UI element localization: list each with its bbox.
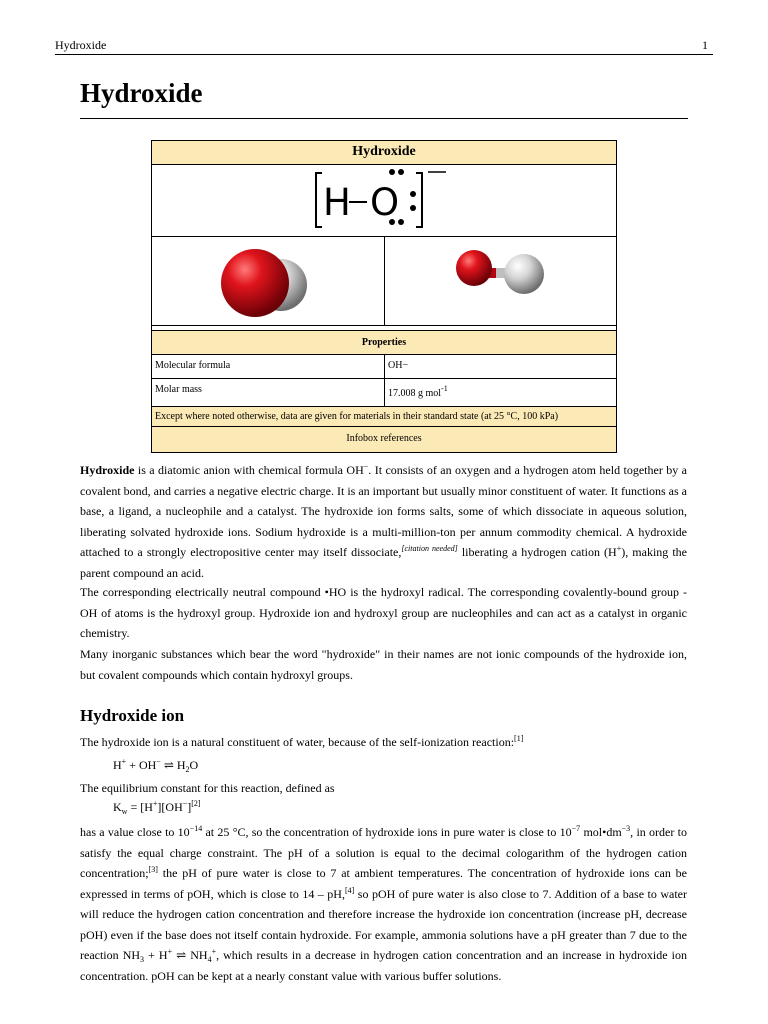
section-heading-hydroxide-ion: Hydroxide ion	[80, 706, 185, 725]
infobox-title: Hydroxide	[152, 141, 616, 165]
infobox	[151, 140, 617, 453]
properties-header: Properties	[152, 331, 616, 355]
space-filling-model	[221, 249, 307, 317]
lewis-o: O	[370, 181, 400, 224]
running-header	[55, 38, 713, 55]
row-value: OH−	[388, 360, 409, 371]
page-title: Hydroxide	[80, 78, 203, 108]
molecule-models	[152, 237, 616, 325]
ref-1[interactable]: [1]	[514, 734, 524, 743]
hydroxyl-paragraph: The corresponding electrically neutral compound •HO is the hydroxyl radical. The corresponding covalently-bound group -OH of atoms is the hydroxyl group. Hydroxide ion and hydroxyl group are nucleophiles and can act as a catalyst in organic chemistry.	[80, 585, 687, 640]
row-label: Molecular formula	[155, 360, 231, 371]
row-label: Molar mass	[155, 384, 202, 395]
intro-paragraph: Hydroxide is a diatomic anion with chemical formula OH−. It consists of an oxygen and a hydrogen atom held together by a covalent bond, and carries a negative electric charge. It is an important but usually minor constituent of water. It functions as a base, a ligand, a nucleophile and a catalyst. The hydroxide ion forms salts, some of which dissociate in aqueous solution, liberating solvated hydroxide ions. Sodium hydroxide is a multi-million-ton per annum commodity chemical. A hydroxide attached to a strongly electropositive center may itself dissociate,[citation needed] liberating a hydrogen cation (H+), making the parent compound an acid.	[80, 462, 688, 580]
citation-needed[interactable]: [citation needed]	[401, 544, 458, 553]
standard-state-note: Except where noted otherwise, data are given for materials in their standard state (at 25 °C, 100 kPa)	[152, 407, 616, 427]
ref-2[interactable]: [2]	[191, 799, 201, 808]
running-title: Hydroxide	[55, 38, 107, 52]
equilibrium-sentence: The equilibrium constant for this reaction, defined as	[80, 781, 335, 795]
infobox-row-molecular-formula	[152, 355, 616, 379]
row-value: 17.008 g mol$^{-1}$	[388, 384, 448, 399]
lewis-structure-image	[152, 165, 616, 237]
ref-4[interactable]: [4]	[344, 885, 355, 895]
ball-and-stick-model	[456, 250, 544, 294]
equation-kw: $K_w = [H^+][OH^-][2]$	[113, 799, 201, 816]
page-number: 1	[702, 38, 708, 52]
self-ionization-sentence: The hydroxide ion is a natural constituent of water, because of the self-ionization reaction:[1]	[80, 734, 524, 749]
title-rule	[80, 118, 688, 119]
equation-self-ionization: H+ + OH− ⇌ $H_2O$	[113, 757, 199, 774]
inorganic-paragraph: Many inorganic substances which bear the word "hydroxide" in their names are not ionic compounds of the hydroxide ion, but covalent compounds which contain hydroxyl groups.	[80, 647, 687, 682]
lewis-structure	[152, 165, 616, 237]
ph-paragraph: has a value close to $10^{-14}$ at 25 °C, so the concentration of hydroxide ions in pure water is close to $10^{-7}$ $mol•dm^{-3}$, in order to satisfy the equal charge constraint. The pH of a solution is equal to the decimal cologarithm of the hydrogen cation concentration;[3] the pH of pure water is close to 7 at ambient temperatures. The concentration of hydroxide ions can be expressed in terms of pOH, which is close to 14 – pH,[4] so pOH of pure water is also close to 7. Addition of a base to water will reduce the hydrogen cation concentration and therefore increase the hydroxide ion concentration (increase pH, decrease pOH) even if the base does not itself contain hydroxide. For example, ammonia solutions have a pH greater than 7 due to the reaction $NH_3 + H^+$ ⇌ $NH_4^+$, which results in a decrease in hydrogen cation concentration and an increase in hydroxide ion concentration. pOH can be kept at a nearly constant value with various buffer solutions.	[80, 824, 687, 983]
lewis-h: H	[323, 181, 351, 224]
infobox-row-molar-mass	[152, 379, 616, 407]
ref-3[interactable]: [3]	[148, 865, 158, 874]
infobox-references-link[interactable]: Infobox references	[152, 427, 616, 452]
